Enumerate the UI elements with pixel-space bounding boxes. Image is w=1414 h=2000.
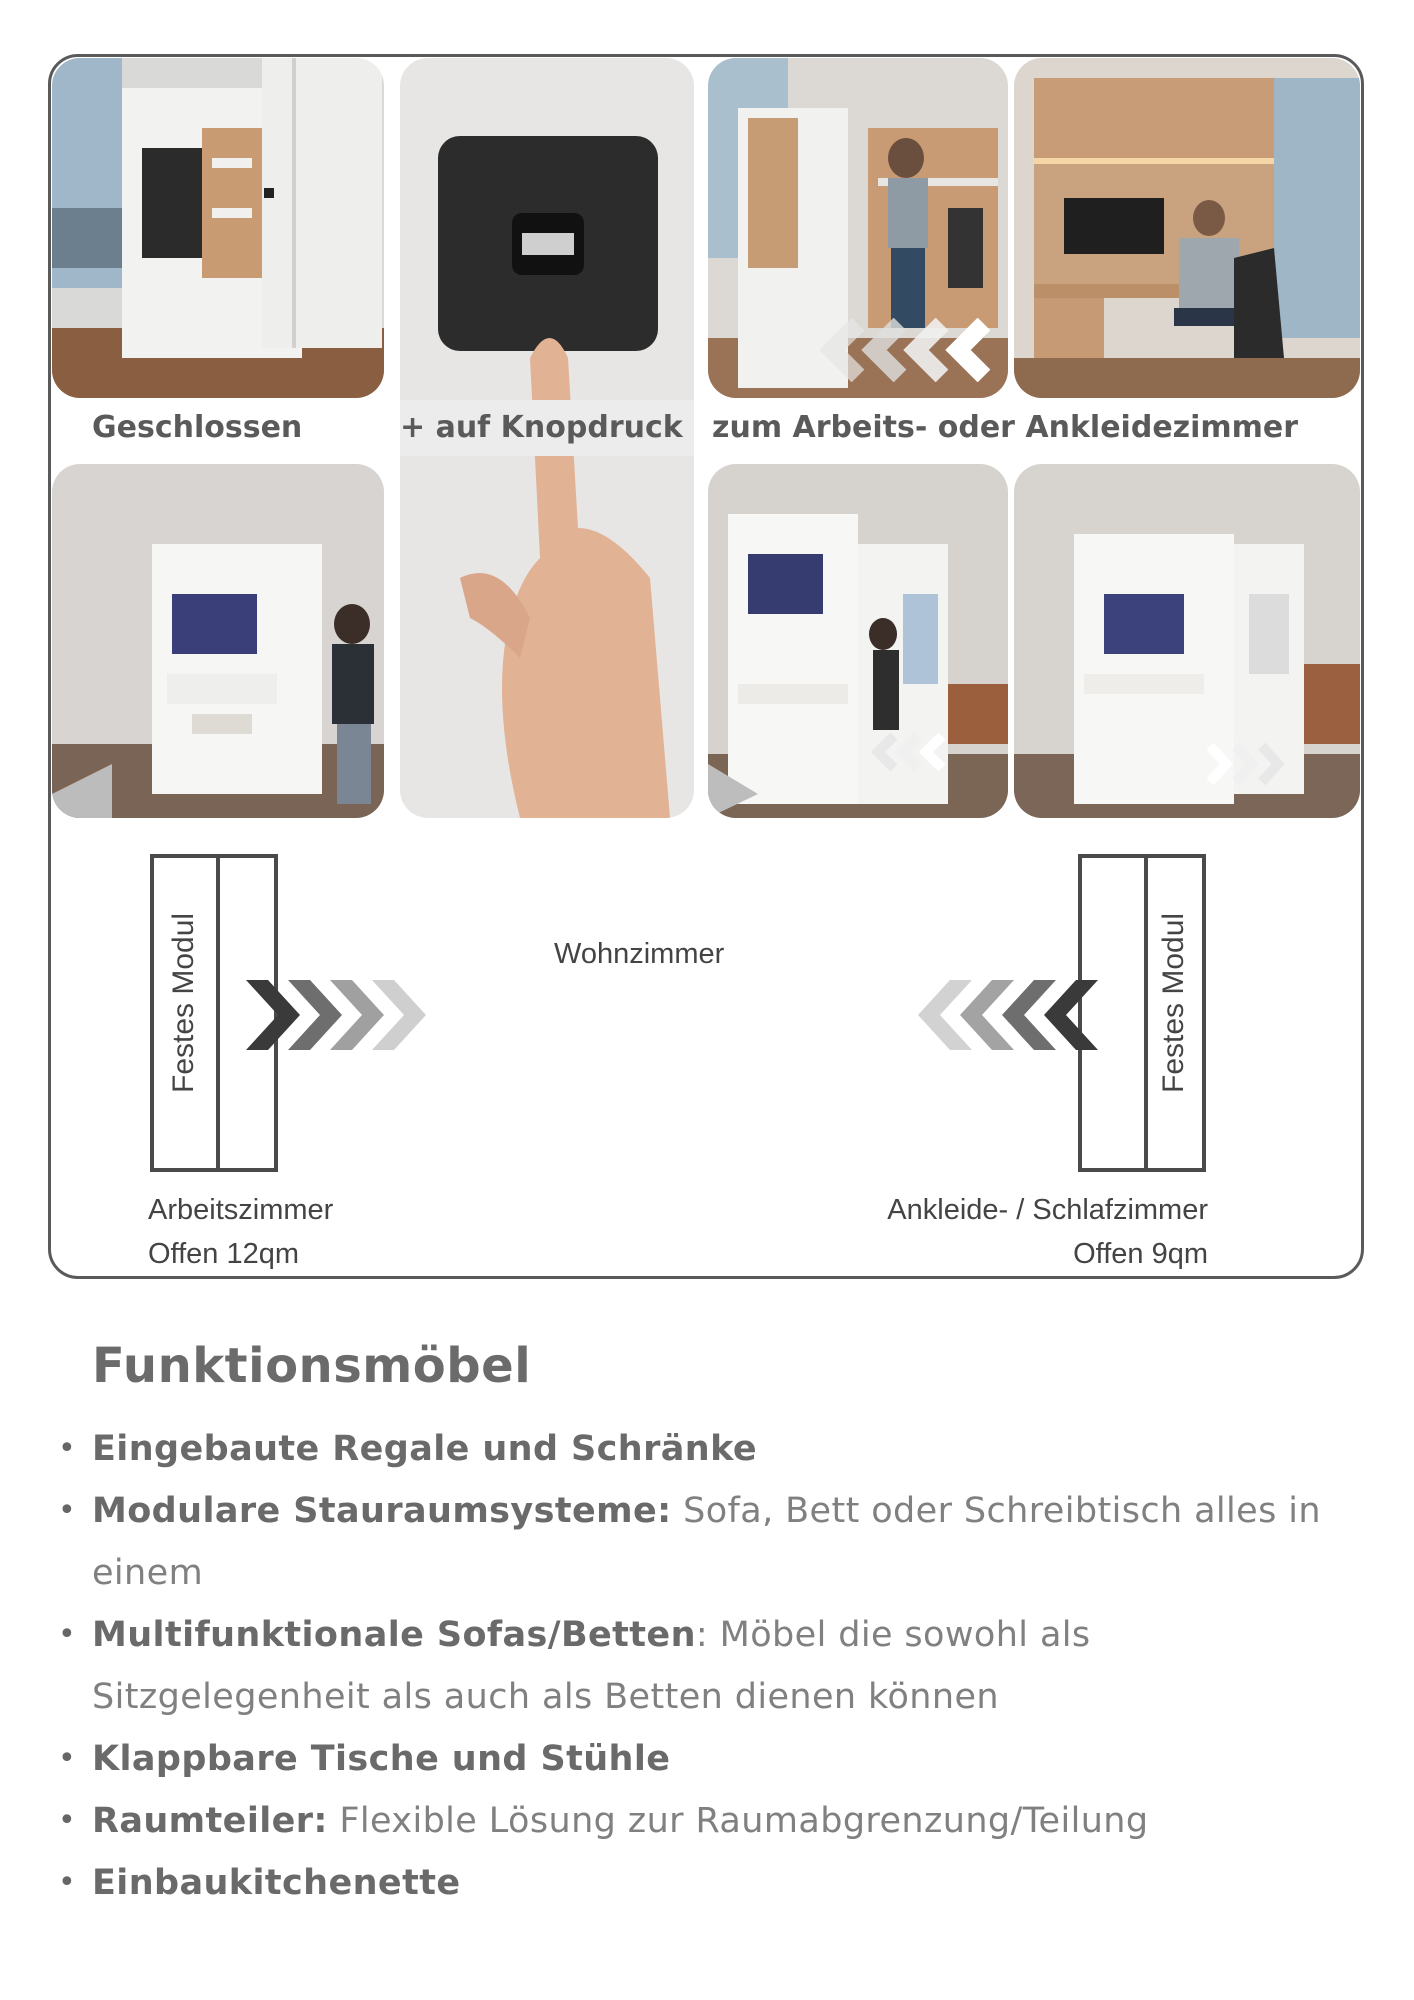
right-room-size: Offen 9qm [1073,1238,1208,1270]
list-item: • Raumteiler: Flexible Lösung zur Raumabgrenzung/Teilung [58,1790,1338,1852]
arrows-right [246,980,436,1050]
center-room-label: Wohnzimmer [554,938,725,970]
photo-closed-wall [52,58,384,398]
caption-to-room: zum Arbeits- oder Ankleidezimmer [712,410,1299,445]
photo-office [1014,58,1360,398]
list-item: • Klappbare Tische und Stühle [58,1728,1338,1790]
right-room-label: Ankleide- / Schlafzimmer [887,1194,1208,1226]
left-module-label: Festes Modul [167,912,200,1093]
left-room-label: Arbeitszimmer [148,1194,334,1226]
feature-list [58,1418,1338,1914]
section-title: Funktionsmöbel [92,1338,532,1394]
photo-closed-unit [52,464,384,818]
right-module-label: Festes Modul [1157,912,1190,1093]
caption-closed: Geschlossen [92,410,303,445]
list-item: • Eingebaute Regale und Schränke [58,1418,1338,1480]
left-room-size: Offen 12qm [148,1238,300,1270]
caption-button: + auf Knopdruck [400,400,694,456]
list-item: • Multifunktionale Sofas/Betten: Möbel die sowohl als Sitzgelegenheit als auch als Betten dienen können [58,1604,1338,1728]
chevrons-closet-left [870,732,970,772]
list-item: • Einbaukitchenette [58,1852,1338,1914]
chevrons-closet-right [1200,742,1300,786]
photo-closet-right [1014,464,1360,818]
chevrons-top [808,318,998,382]
list-item: • Modulare Stauraumsysteme: Sofa, Bett oder Schreibtisch alles in einem [58,1480,1338,1604]
arrows-left [918,980,1108,1050]
